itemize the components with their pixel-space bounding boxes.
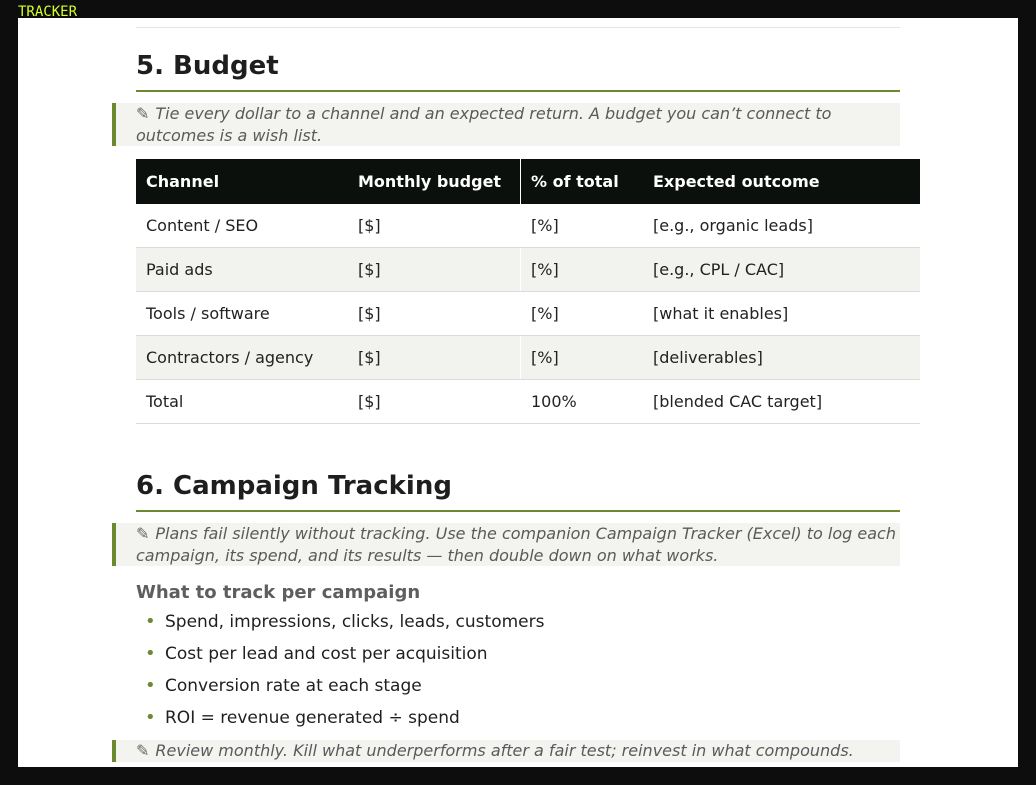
list-item [136, 673, 544, 705]
table-cell: Paid ads [136, 248, 348, 292]
list-item [136, 609, 544, 641]
overlay-label: TRACKER [18, 4, 78, 20]
callout-text: Tie every dollar to a channel and an expected return. A budget you can’t connect to outcomes is a wish list. [136, 104, 832, 145]
section-rule-tracking [136, 510, 900, 512]
section-title-budget: 5. Budget [136, 51, 279, 81]
list-item [136, 705, 544, 737]
bullet-dot-icon: • [145, 707, 156, 728]
list-item-text: Spend, impressions, clicks, leads, customers [165, 612, 545, 632]
section-title-tracking: 6. Campaign Tracking [136, 471, 452, 501]
table-cell: [%] [521, 204, 644, 248]
pencil-icon: ✎ [136, 741, 150, 760]
table-cell: [what it enables] [643, 292, 920, 336]
table-row-total [136, 380, 920, 424]
table-cell: Content / SEO [136, 204, 348, 248]
table-row [136, 336, 920, 380]
table-cell: [$] [348, 204, 521, 248]
table-cell: [e.g., CPL / CAC] [643, 248, 920, 292]
budget-table [136, 159, 920, 424]
table-header-row [136, 159, 920, 204]
callout-text: Review monthly. Kill what underperforms after a fair test; reinvest in what compounds. [155, 741, 854, 760]
table-header-cell: Monthly budget [348, 159, 521, 204]
table-cell: [deliverables] [643, 336, 920, 380]
bullet-dot-icon: • [145, 643, 156, 664]
table-cell: Total [136, 380, 348, 424]
table-cell: [%] [521, 292, 644, 336]
table-row [136, 248, 920, 292]
callout-tracking [112, 523, 900, 566]
table-cell: 100% [521, 380, 644, 424]
pencil-icon: ✎ [136, 104, 150, 123]
table-cell: Contractors / agency [136, 336, 348, 380]
table-cell: [$] [348, 292, 521, 336]
callout-budget [112, 103, 900, 146]
top-divider [136, 27, 900, 28]
list-item-text: Cost per lead and cost per acquisition [165, 644, 488, 664]
subheading-track: What to track per campaign [136, 582, 421, 603]
table-cell: [$] [348, 248, 521, 292]
tracking-list [136, 609, 544, 737]
table-cell: Tools / software [136, 292, 348, 336]
pencil-icon: ✎ [136, 524, 150, 543]
table-cell: [$] [348, 380, 521, 424]
table-cell: [%] [521, 336, 644, 380]
list-item [136, 641, 544, 673]
table-header-cell: % of total [521, 159, 644, 204]
callout-review [112, 740, 900, 762]
section-rule-budget [136, 90, 900, 92]
bullet-dot-icon: • [145, 611, 156, 632]
table-cell: [$] [348, 336, 521, 380]
callout-text: Plans fail silently without tracking. Use the companion Campaign Tracker (Excel) to log each campaign, its spend, and its results — then double down on what works. [136, 524, 896, 565]
table-cell: [%] [521, 248, 644, 292]
table-cell: [e.g., organic leads] [643, 204, 920, 248]
bullet-dot-icon: • [145, 675, 156, 696]
table-header-cell: Expected outcome [643, 159, 920, 204]
table-cell: [blended CAC target] [643, 380, 920, 424]
list-item-text: ROI = revenue generated ÷ spend [165, 708, 460, 728]
document-page [18, 18, 1018, 767]
list-item-text: Conversion rate at each stage [165, 676, 422, 696]
table-header-cell: Channel [136, 159, 348, 204]
table-row [136, 204, 920, 248]
table-row [136, 292, 920, 336]
